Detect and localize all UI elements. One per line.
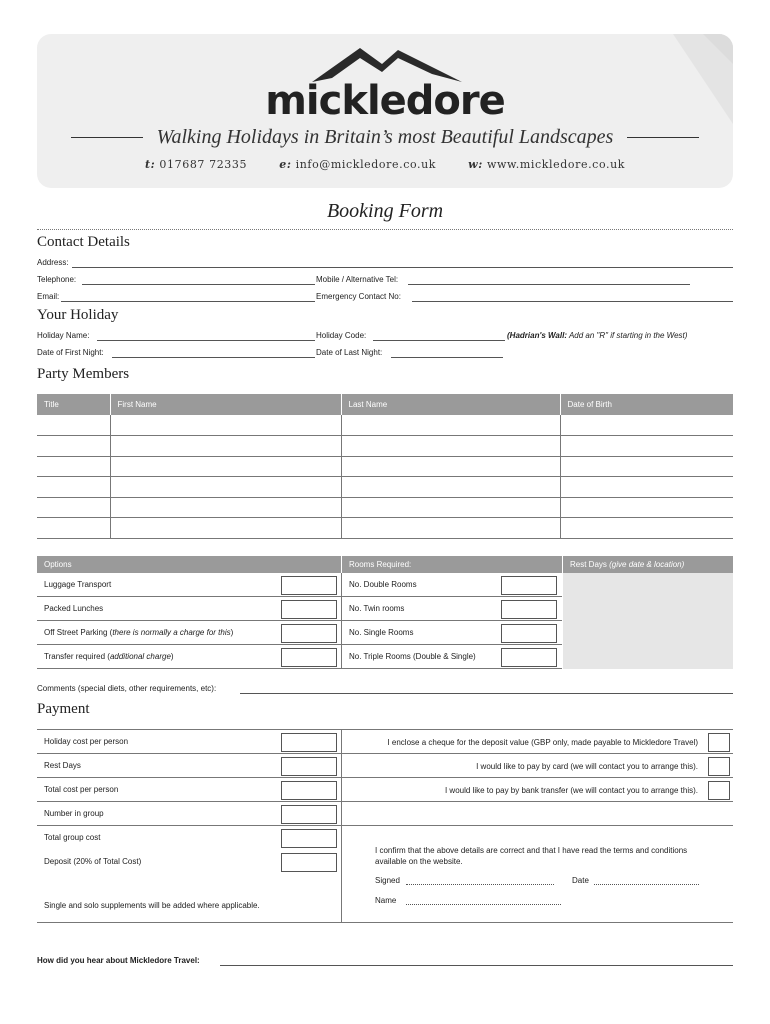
party-members-heading: Party Members bbox=[37, 366, 130, 382]
heard-label: How did you hear about Mickledore Travel: bbox=[37, 956, 200, 965]
pay-number-in-group: Number in group bbox=[44, 809, 104, 818]
date-label: Date bbox=[572, 876, 589, 885]
last-night-label: Date of Last Night: bbox=[316, 348, 383, 357]
emergency-label: Emergency Contact No: bbox=[316, 292, 401, 301]
party-row bbox=[37, 415, 733, 436]
payment-bottom-rule bbox=[37, 922, 733, 923]
transfer-box[interactable] bbox=[281, 648, 337, 667]
pay-deposit: Deposit (20% of Total Cost) bbox=[44, 857, 142, 866]
party-row bbox=[37, 518, 733, 539]
comments-field[interactable] bbox=[240, 693, 733, 694]
form-title: Booking Form bbox=[326, 200, 444, 222]
pay-holiday-cost: Holiday cost per person bbox=[44, 737, 129, 746]
room-twin: No. Twin rooms bbox=[342, 597, 562, 621]
room-triple: No. Triple Rooms (Double & Single) bbox=[342, 645, 562, 669]
payment-divider bbox=[341, 729, 342, 922]
confirm-text: I confirm that the above details are correct and that I have read the terms and conditions available on the website. bbox=[375, 846, 688, 866]
col-title: Title bbox=[37, 394, 110, 415]
mobile-label: Mobile / Alternative Tel: bbox=[316, 275, 399, 284]
supplements-note: Single and solo supplements will be added where applicable. bbox=[44, 901, 260, 910]
parking-box[interactable] bbox=[281, 624, 337, 643]
signed-label: Signed bbox=[375, 876, 400, 885]
brand-name: mickledore bbox=[265, 78, 505, 124]
sign-name-field[interactable] bbox=[406, 904, 561, 905]
cheque-checkbox[interactable] bbox=[708, 733, 730, 752]
bank-checkbox[interactable] bbox=[708, 781, 730, 800]
title-cell[interactable] bbox=[37, 477, 110, 498]
party-row bbox=[37, 497, 733, 518]
sign-date-field[interactable] bbox=[594, 884, 699, 885]
option-parking: Off Street Parking (there is normally a charge for this) bbox=[37, 621, 341, 645]
payment-heading: Payment bbox=[37, 701, 90, 717]
party-row bbox=[37, 477, 733, 498]
contact-details-heading: Contact Details bbox=[37, 234, 130, 250]
title-cell[interactable] bbox=[37, 456, 110, 477]
option-luggage: Luggage Transport bbox=[37, 573, 341, 597]
tagline: Walking Holidays in Britain’s most Beautiful Landscapes bbox=[156, 126, 614, 148]
pay-total-cost: Total cost per person bbox=[44, 785, 119, 794]
packed-lunches-box[interactable] bbox=[281, 600, 337, 619]
last-name-cell[interactable] bbox=[341, 497, 560, 518]
dob-cell[interactable] bbox=[560, 497, 733, 518]
tagline-row bbox=[57, 126, 713, 149]
options-divider bbox=[341, 573, 342, 669]
party-row bbox=[37, 436, 733, 457]
card-text: I would like to pay by card (we will contact you to arrange this). bbox=[476, 762, 698, 771]
pay-rest-days: Rest Days bbox=[44, 761, 81, 770]
party-header-row bbox=[37, 394, 733, 415]
double-rooms-box[interactable] bbox=[501, 576, 557, 595]
pay-rule-1 bbox=[37, 753, 733, 754]
col-first-name: First Name bbox=[110, 394, 341, 415]
pay-total-group-cost: Total group cost bbox=[44, 833, 101, 842]
room-double: No. Double Rooms bbox=[342, 573, 562, 597]
tagline-rule-right bbox=[627, 137, 699, 138]
title-cell[interactable] bbox=[37, 518, 110, 539]
bank-text: I would like to pay by bank transfer (we will contact you to arrange this). bbox=[444, 786, 698, 795]
first-name-cell[interactable] bbox=[110, 436, 341, 457]
address-label: Address: bbox=[37, 258, 69, 267]
twin-rooms-box[interactable] bbox=[501, 600, 557, 619]
option-transfer: Transfer required (additional charge) bbox=[37, 645, 341, 669]
number-in-group-box[interactable] bbox=[281, 805, 337, 824]
dob-cell[interactable] bbox=[560, 456, 733, 477]
pay-rule-4 bbox=[37, 825, 733, 826]
single-rooms-box[interactable] bbox=[501, 624, 557, 643]
rest-days-head: Rest Days (give date & location) bbox=[563, 556, 733, 573]
dob-cell[interactable] bbox=[560, 518, 733, 539]
last-name-cell[interactable] bbox=[341, 415, 560, 436]
email-label: Email: bbox=[37, 292, 60, 301]
signature-field[interactable] bbox=[406, 884, 554, 885]
pay-rule-2 bbox=[37, 777, 733, 778]
deposit-box[interactable] bbox=[281, 853, 337, 872]
first-name-cell[interactable] bbox=[110, 497, 341, 518]
payment-top-rule bbox=[37, 729, 733, 730]
address-field[interactable] bbox=[72, 267, 733, 268]
holiday-code-label: Holiday Code: bbox=[316, 331, 367, 340]
triple-rooms-box[interactable] bbox=[501, 648, 557, 667]
luggage-box[interactable] bbox=[281, 576, 337, 595]
rest-days-field[interactable] bbox=[563, 573, 733, 669]
first-night-label: Date of First Night: bbox=[37, 348, 104, 357]
first-name-cell[interactable] bbox=[110, 518, 341, 539]
last-night-field[interactable] bbox=[391, 357, 503, 358]
rooms-head: Rooms Required: bbox=[342, 556, 562, 573]
rest-days-cost-box[interactable] bbox=[281, 757, 337, 776]
first-name-cell[interactable] bbox=[110, 477, 341, 498]
dob-cell[interactable] bbox=[560, 477, 733, 498]
holiday-name-label: Holiday Name: bbox=[37, 331, 90, 340]
room-single: No. Single Rooms bbox=[342, 621, 562, 645]
dob-cell[interactable] bbox=[560, 436, 733, 457]
email-contact: e: info@mickledore.co.uk bbox=[279, 158, 437, 171]
first-name-cell[interactable] bbox=[110, 415, 341, 436]
hadrians-wall-note: (Hadrian's Wall: Add an "R" if starting in the West) bbox=[507, 331, 688, 340]
telephone-field[interactable] bbox=[82, 284, 315, 285]
title-cell[interactable] bbox=[37, 497, 110, 518]
last-name-cell[interactable] bbox=[341, 456, 560, 477]
options-head: Options bbox=[37, 556, 341, 573]
dob-cell[interactable] bbox=[560, 415, 733, 436]
web-contact: w: www.mickledore.co.uk bbox=[468, 158, 626, 171]
title-cell[interactable] bbox=[37, 415, 110, 436]
holiday-cost-box[interactable] bbox=[281, 733, 337, 752]
title-cell[interactable] bbox=[37, 436, 110, 457]
letterhead bbox=[37, 34, 733, 188]
total-group-cost-box[interactable] bbox=[281, 829, 337, 848]
card-checkbox[interactable] bbox=[708, 757, 730, 776]
cheque-text: I enclose a cheque for the deposit value (GBP only, made payable to Mickledore Travel) bbox=[387, 738, 698, 747]
contact-line bbox=[37, 158, 733, 171]
first-night-field[interactable] bbox=[112, 357, 315, 358]
heard-field[interactable] bbox=[220, 965, 733, 966]
first-name-cell[interactable] bbox=[110, 456, 341, 477]
email-field[interactable] bbox=[61, 301, 315, 302]
party-row bbox=[37, 456, 733, 477]
col-last-name: Last Name bbox=[341, 394, 560, 415]
pay-rule-3 bbox=[37, 801, 733, 802]
option-packed-lunches: Packed Lunches bbox=[37, 597, 341, 621]
mobile-field[interactable] bbox=[408, 284, 690, 285]
emergency-field[interactable] bbox=[412, 301, 733, 302]
phone-contact: t: 017687 72335 bbox=[144, 158, 248, 171]
holiday-code-field[interactable] bbox=[373, 340, 505, 341]
total-cost-box[interactable] bbox=[281, 781, 337, 800]
party-members-table bbox=[37, 394, 733, 539]
telephone-label: Telephone: bbox=[37, 275, 77, 284]
comments-label: Comments (special diets, other requirements, etc): bbox=[37, 684, 217, 693]
tagline-rule-left bbox=[71, 137, 143, 138]
last-name-cell[interactable] bbox=[341, 477, 560, 498]
last-name-cell[interactable] bbox=[341, 518, 560, 539]
title-rule bbox=[37, 229, 733, 230]
your-holiday-heading: Your Holiday bbox=[37, 307, 119, 323]
mountain-logo-icon bbox=[312, 44, 462, 82]
last-name-cell[interactable] bbox=[341, 436, 560, 457]
holiday-name-field[interactable] bbox=[97, 340, 315, 341]
name-label: Name bbox=[375, 896, 397, 905]
col-date-of-birth: Date of Birth bbox=[560, 394, 733, 415]
